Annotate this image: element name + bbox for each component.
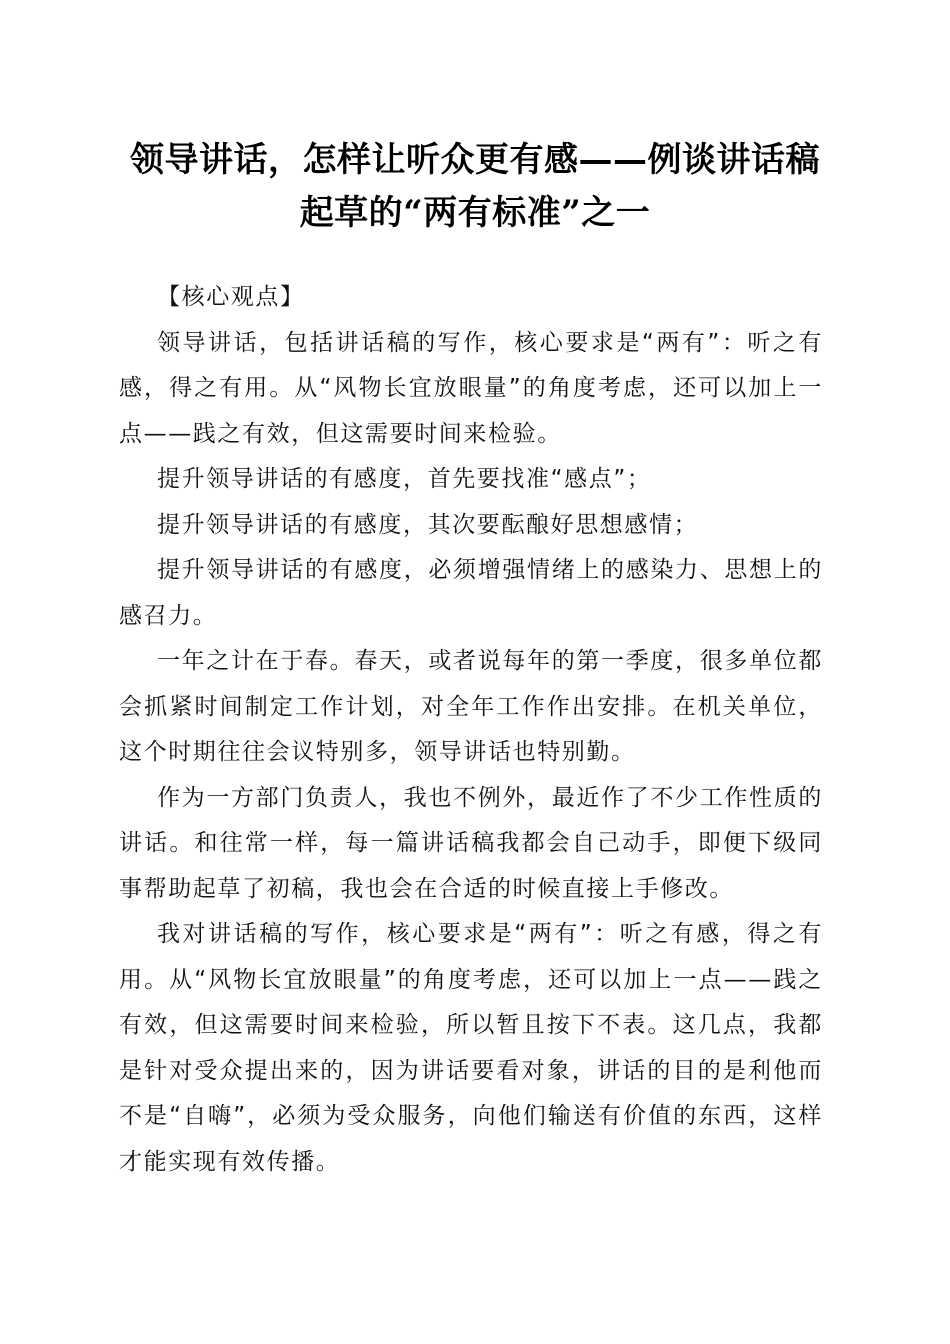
paragraph: 提升领导讲话的有感度，首先要找准“感点”； [157,466,652,492]
paragraph: 提升领导讲话的有感度，其次要酝酿好思想感情； [157,511,699,538]
document-body [119,275,823,1185]
paragraph: 一年之计在于春。春天，或者说每年的第一季度，很多单位都会抓紧时间制定工作计划，对全年工作作出安排。在机关单位，这个时期往往会议特别多，领导讲话也特别勤。 [119,648,823,765]
paragraph: 提升领导讲话的有感度，必须增强情绪上的感染力、思想上的感召力。 [119,557,823,629]
document-title [100,134,850,240]
title-line-1: 领导讲话，怎样让听众更有感——例谈讲话稿 [130,140,820,180]
paragraph: 领导讲话，包括讲话稿的写作，核心要求是“两有”：听之有感，得之有用。从“风物长宜放眼量”的角度考虑，还可以加上一点——践之有效，但这需要时间来检验。 [119,329,823,447]
paragraph: 作为一方部门负责人，我也不例外，最近作了不少工作性质的讲话。和往常一样，每一篇讲话稿我都会自己动手，即便下级同事帮助起草了初稿，我也会在合适的时候直接上手修改。 [119,784,823,902]
paragraph: 我对讲话稿的写作，核心要求是“两有”：听之有感，得之有用。从“风物长宜放眼量”的角度考虑，还可以加上一点——践之有效，但这需要时间来检验，所以暂且按下不表。这几点，我都是针对受众提出来的，因为讲话要看对象，讲话的目的是利他而不是“自嗨”，必须为受众服务，向他们输送有价值的东西，这样才能实现有效传播。 [119,921,823,1175]
title-line-2: 起草的“两有标准”之一 [299,193,651,233]
section-heading: 【核心观点】 [157,284,305,310]
